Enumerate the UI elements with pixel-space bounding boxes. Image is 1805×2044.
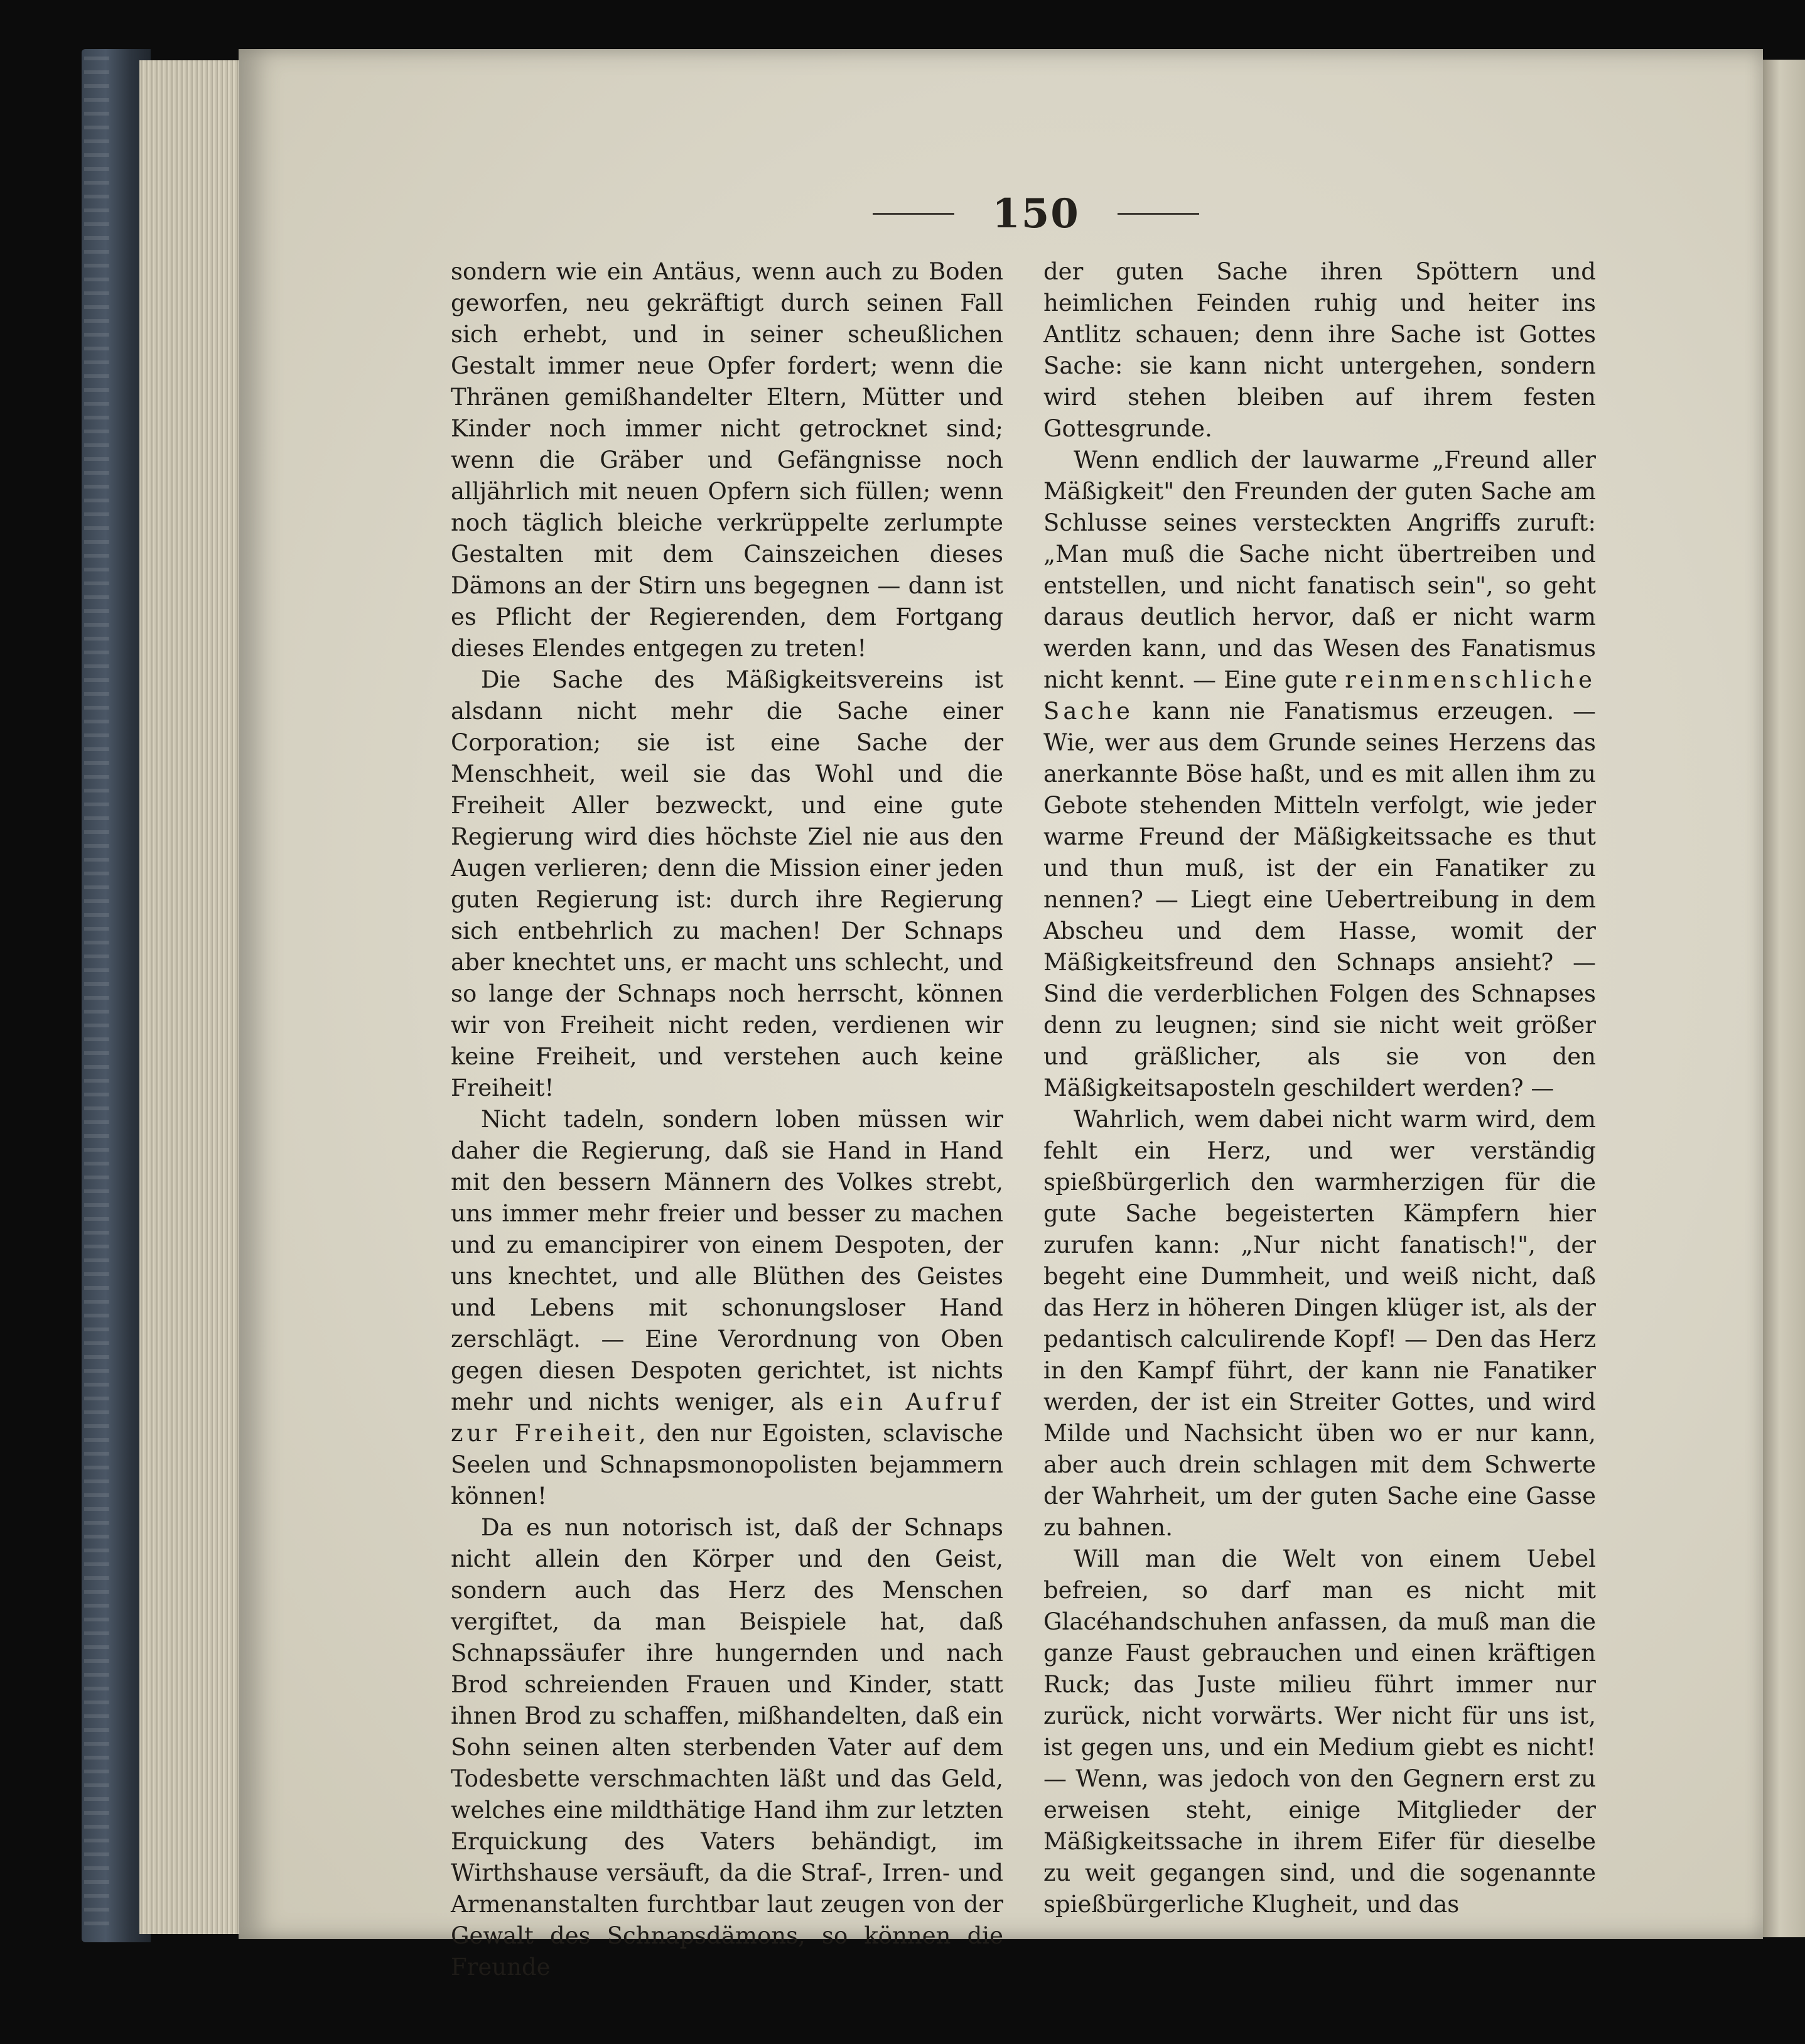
- paragraph-text: Die Sache des Mäßigkeitsvereins ist alsdann nicht mehr die Sache einer Corporation; sie ist eine Sache der Menschheit, weil sie das Wohl und die Freiheit Aller bezweckt, und eine gute Regierung wird dies höchste Ziel nie aus den Augen verlieren; denn die Mission einer jeden guten Regierung ist: durch ihre Regierung sich entbehrlich zu machen! Der Schnaps aber knechtet uns, er macht uns schlecht, und so lange der Schnaps noch herrscht, können wir von Freiheit nicht reden, verdienen wir keine Freiheit, und verstehen auch keine Freiheit!: [451, 666, 1003, 1101]
- paragraph: [1043, 1104, 1596, 1544]
- emphasized-text: reinmenschliche Sache: [1043, 666, 1596, 725]
- paragraph-text: Wenn endlich der lauwarme „Freund aller Mäßigkeit" den Freunden der guten Sache am Schlusse seines versteckten Angriffs zuruft: „Man muß die Sache nicht übertreiben und entstellen, und nicht fanatisch sein", so geht daraus deutlich hervor, daß er nicht warm werden kann, und das Wesen des Fanatismus nicht kennt. — Eine gute: [1043, 446, 1596, 693]
- page-header: [866, 188, 1205, 239]
- paragraph-text: Will man die Welt von einem Uebel befreien, so darf man es nicht mit Glacéhandschuhen anfassen, da muß man die ganze Faust gebrauchen und einen kräftigen Ruck; das Juste milieu führt immer nur zurück, nicht vorwärts. Wer nicht für uns ist, ist gegen uns, und ein Medium giebt es nicht! — Wenn, was jedoch von den Gegnern erst zu erweisen steht, einige Mitglieder der Mäßigkeitssache in ihrem Eifer für dieselbe zu weit gegangen sind, und die sogenannte spießbürgerliche Klugheit, und das: [1043, 1545, 1596, 1918]
- paragraph: [1043, 256, 1596, 445]
- paragraph-text: Da es nun notorisch ist, daß der Schnaps nicht allein den Körper und den Geist, sondern auch das Herz des Menschen vergiftet, da man Beispiele hat, daß Schnapssäufer ihre hungernden und nach Brod schreienden Frauen und Kinder, statt ihnen Brod zu schaffen, mißhandelten, daß ein Sohn seinen alten sterbenden Vater auf dem Todesbette verschmachten läßt und das Geld, welches eine mildthätige Hand ihm zur letzten Erquickung des Vaters behändigt, im Wirthshause versäuft, da die Straf-, Irren- und Armenanstalten furchtbar laut zeugen von der Gewalt des Schnapsdämons, so können die Freunde: [451, 1514, 1003, 1981]
- paragraph-text: Wahrlich, wem dabei nicht warm wird, dem fehlt ein Herz, und wer verständig spießbürgerlich den warmherzigen für die gute Sache begeisterten Kämpfern hier zurufen kann: „Nur nicht fanatisch!", der begeht eine Dummheit, und weiß nicht, daß das Herz in höheren Dingen klüger ist, als der pedantisch calculirende Kopf! — Den das Herz in den Kampf führt, der kann nie Fanatiker werden, der ist ein Streiter Gottes, und wird Milde und Nachsicht üben wo er nur kann, aber auch drein schlagen mit dem Schwerte der Wahrheit, um der guten Sache eine Gasse zu bahnen.: [1043, 1106, 1596, 1541]
- header-rule-left: [873, 213, 954, 215]
- paragraph-text: sondern wie ein Antäus, wenn auch zu Boden geworfen, neu gekräftigt durch seinen Fall sich erhebt, und in seiner scheußlichen Gestalt immer neue Opfer fordert; wenn die Thränen gemißhandelter Eltern, Mütter und Kinder noch immer nicht getrocknet sind; wenn die Gräber und Gefängnisse noch alljährlich mit neuen Opfern sich füllen; wenn noch täglich bleiche verkrüppelte zerlumpte Gestalten mit dem Cainszeichen dieses Dämons an der Stirn uns begegnen — dann ist es Pflicht der Regierenden, dem Fortgang dieses Elendes entgegen zu treten!: [451, 258, 1003, 662]
- paragraph: [451, 256, 1003, 664]
- emphasized-text: ein Aufruf zur Freiheit: [451, 1388, 1004, 1447]
- paragraph: [451, 664, 1003, 1104]
- next-page-edge: [1763, 60, 1805, 1937]
- page-number: 150: [992, 190, 1080, 237]
- right-text-column: [1043, 256, 1596, 1920]
- paragraph-text: , den nur Egoisten, sclavische Seelen und Schnapsmonopolisten bejammern können!: [451, 1420, 1003, 1510]
- paragraph: [1043, 1544, 1596, 1920]
- paragraph: [451, 1512, 1003, 1983]
- paragraph-text: der guten Sache ihren Spöttern und heimlichen Feinden ruhig und heiter ins Antlitz schauen; denn ihre Sache ist Gottes Sache: sie kann nicht untergehen, sondern wird stehen bleiben auf ihrem festen Gottesgrunde.: [1043, 258, 1596, 442]
- left-text-column: [451, 256, 1003, 1983]
- paragraph-text: kann nie Fanatismus erzeugen. — Wie, wer aus dem Grunde seines Herzens das anerkannte Böse haßt, und es mit allen ihm zu Gebote stehenden Mitteln verfolgt, wie jeder warme Freund der Mäßigkeitssache es thut und thun muß, ist der ein Fanatiker zu nennen? — Liegt eine Uebertreibung in dem Abscheu und dem Hasse, womit der Mäßigkeitsfreund den Schnaps ansieht? — Sind die verderblichen Folgen des Schnapses denn zu leugnen; sind sie nicht weit größer und gräßlicher, als sie von den Mäßigkeitsaposteln geschildert werden? —: [1043, 698, 1596, 1101]
- cover-edge-texture: [84, 57, 109, 1934]
- header-rule-right: [1118, 213, 1199, 215]
- paragraph: [451, 1104, 1003, 1512]
- paragraph: [1043, 445, 1596, 1104]
- paragraph-text: Nicht tadeln, sondern loben müssen wir daher die Regierung, daß sie Hand in Hand mit den bessern Männern des Volkes strebt, uns immer mehr freier und besser zu machen und zu emancipirer von einem Despoten, der uns knechtet, und alle Blüthen des Geistes und Lebens mit schonungsloser Hand zerschlägt. — Eine Verordnung von Oben gegen diesen Despoten gerichtet, ist nichts mehr und nichts weniger, als: [451, 1106, 1003, 1415]
- page-edges-stack: [139, 60, 243, 1934]
